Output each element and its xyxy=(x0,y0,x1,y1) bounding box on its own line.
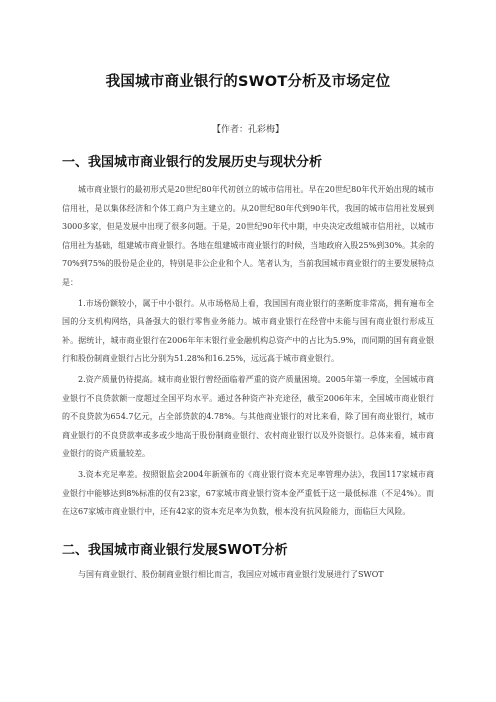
body-paragraph: 3.资本充足率差。按照银监会2004年新颁布的《商业银行资本充足率管理办法》，我国117家城市商业银行中能够达到8%标准的仅有23家，67家城市商业银行资本金严重低于这一最低标准（不足4%）。而在这67家城市商业银行中，还有42家的资本充足率为负数，根本没有抗风险能力，面临巨大风险。 xyxy=(62,469,434,517)
body-paragraph: 2.资产质量仍待提高。城市商业银行曾经面临着严重的资产质量困境。2005年第一季度，全国城市商业银行不良贷款额一度超过全国平均水平。通过各种资产补充途径，截至2006年末，全国城市商业银行的不良贷款为654.7亿元，占全部贷款的4.78%。与其他商业银行的对比来看，除了国有商业银行，城市商业银行的不良贷款率或多或少地高于股份制商业银行、农村商业银行以及外资银行。总体来看，城市商业银行的资产质量较差。 xyxy=(62,374,434,459)
body-paragraph: 与国有商业银行、股份制商业银行相比而言，我国应对城市商业银行发展进行了SWOT xyxy=(78,569,384,579)
document-title: 我国城市商业银行的SWOT分析及市场定位 xyxy=(105,74,391,90)
body-paragraph: 1.市场份额较小，属于中小银行。从市场格局上看，我国国有商业银行的垄断度非常高，拥有遍布全国的分支机构网络，具备强大的银行零售业务能力。城市商业银行在经营中未能与国有商业银行形成互补。据统计，城市商业银行在2006年年末银行业金融机构总资产中的占比为5.9%，而同期的国有商业银行和股份制商业银行占比分别为51.28%和16.25%，远远高于城市商业银行。 xyxy=(62,298,434,364)
section-heading-1: 一、我国城市商业银行的发展历史与现状分析 xyxy=(62,155,323,170)
author-line: 【作者：孔彩梅】 xyxy=(211,125,284,135)
section-heading-2: 二、我国城市商业银行发展SWOT分析 xyxy=(62,542,288,558)
body-paragraph: 城市商业银行的最初形式是20世纪80年代初创立的城市信用社。早在20世纪80年代开始出现的城市信用社，是以集体经济和个体工商户为主建立的。从20世纪80年代到90年代，我国的城市信用社发展到3000多家，但是发展中出现了很多问题。于是，20世纪90年代中期，中央决定改组城市信用社，以城市信用社为基础，组建城市商业银行。各地在组建城市商业银行的时候，当地政府入股25%到30%。其余的70%到75%的股份是企业的，特别是非公企业和个人。笔者认为，当前我国城市商业银行的主要发展特点是： xyxy=(62,185,434,287)
